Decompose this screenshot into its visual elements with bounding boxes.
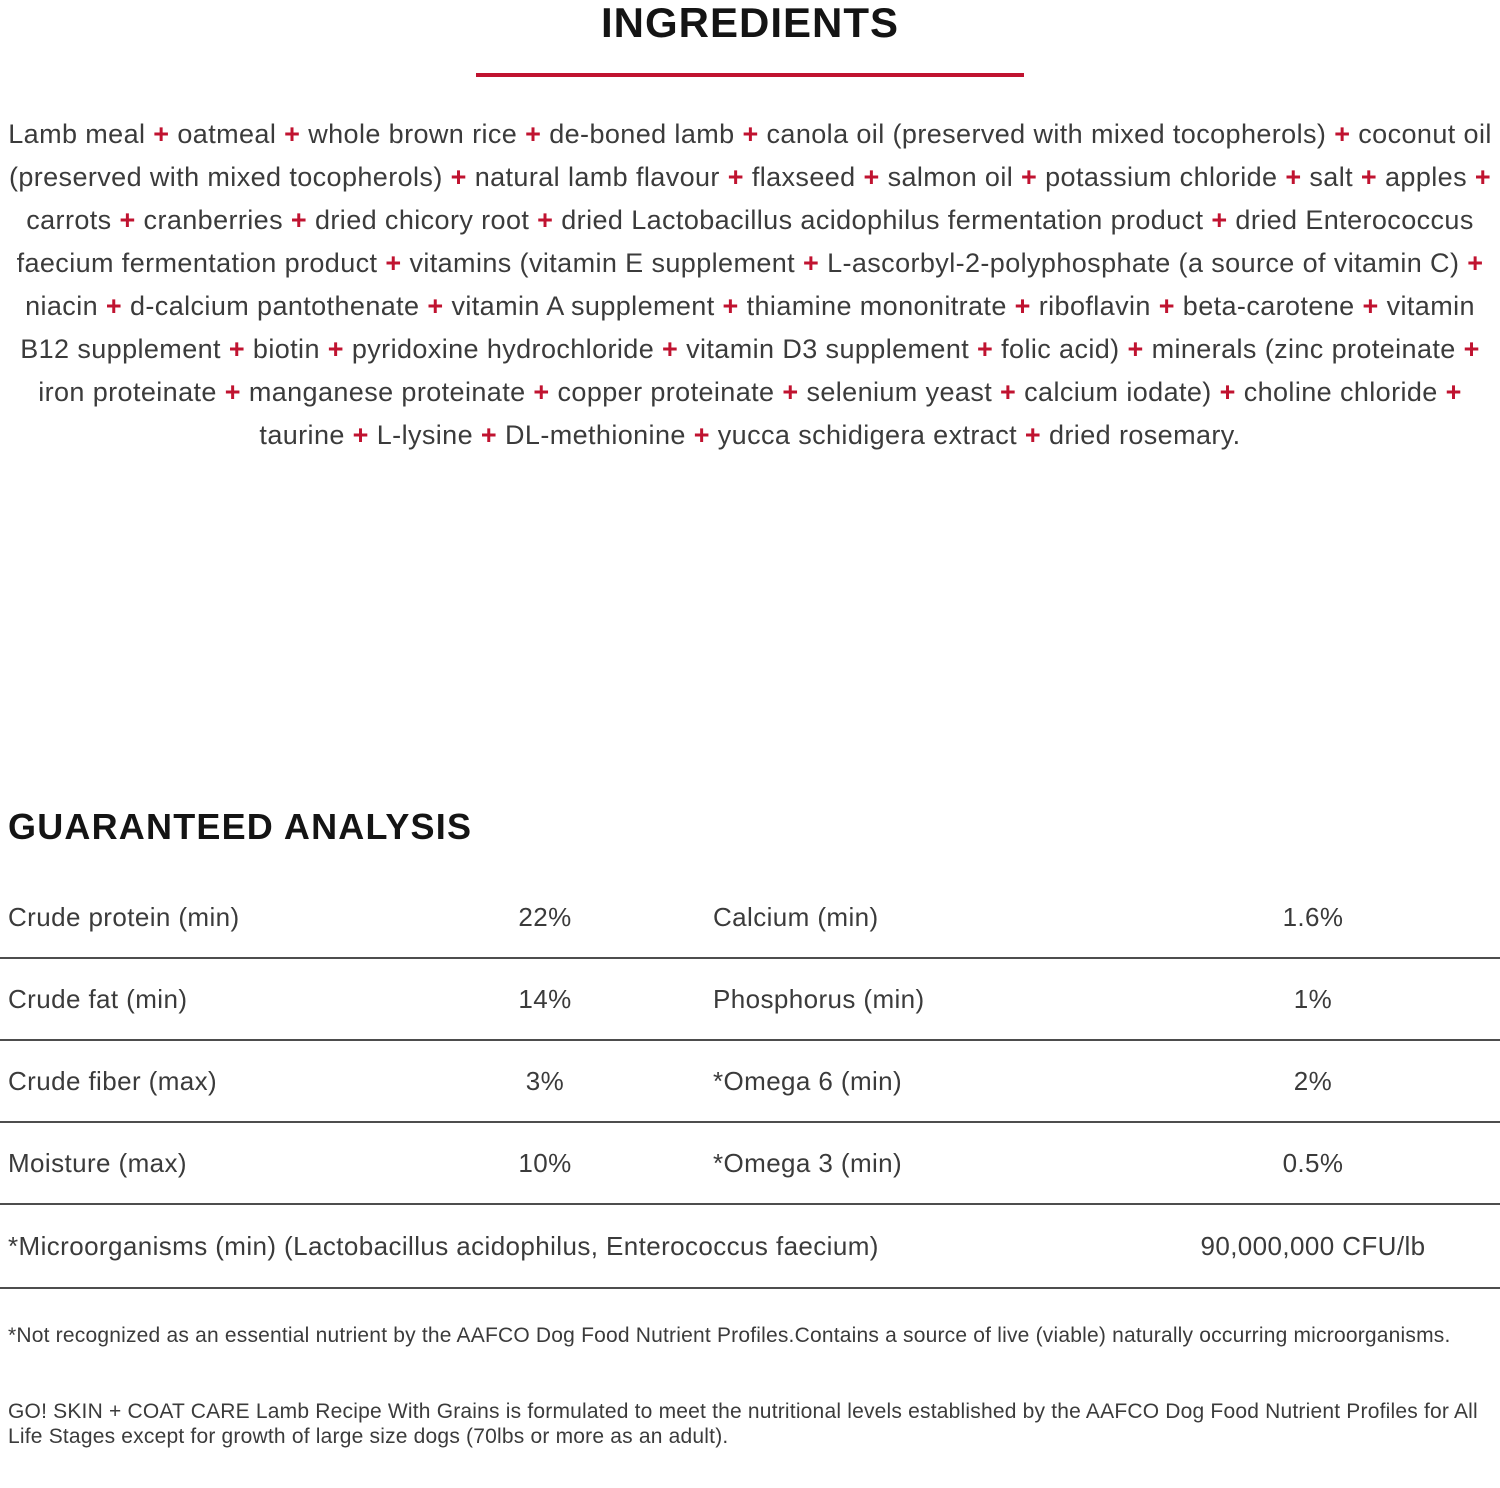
analysis-footnote: *Not recognized as an essential nutrient by the AAFCO Dog Food Nutrient Profiles.Contains a source of live (viable) naturally occurring microorganisms. [8, 1324, 1451, 1347]
ingredient-item: biotin [252, 334, 320, 364]
plus-separator: + [276, 119, 309, 149]
microorganisms-label: *Microorganisms (min) (Lactobacillus acidophilus, Enterococcus faecium) [8, 1230, 879, 1261]
plus-separator: + [1203, 205, 1236, 235]
ingredient-item: vitamin D3 supplement [686, 334, 970, 364]
ingredient-item: manganese proteinate [248, 377, 526, 407]
nutrient-label: Phosphorus (min) [713, 983, 925, 1014]
nutrient-value: 2% [1293, 1065, 1333, 1096]
ingredient-item: thiamine mononitrate [746, 291, 1007, 321]
plus-separator: + [220, 334, 253, 364]
ingredient-item: cranberries [143, 205, 283, 235]
ingredient-item: yucca schidigera extract [717, 420, 1018, 450]
ingredient-item: dried Lactobacillus acidophilus fermentation product [561, 205, 1204, 235]
ingredient-item: coconut oil (preserved with mixed tocopherols) [8, 119, 1492, 192]
ingredient-item: vitamin A supplement [451, 291, 715, 321]
plus-separator: + [344, 420, 377, 450]
plus-separator: + [283, 205, 315, 235]
plus-separator: + [419, 291, 452, 321]
microorganisms-value: 90,000,000 CFU/lb [1200, 1230, 1426, 1261]
ingredient-item: oatmeal [177, 119, 277, 149]
ingredients-title: INGREDIENTS [600, 0, 900, 46]
ingredient-item: natural lamb flavour [474, 162, 720, 192]
table-row [0, 959, 1500, 1041]
ingredient-item: salt [1309, 162, 1354, 192]
ingredient-item: DL-methionine [505, 420, 686, 450]
plus-separator: + [1017, 420, 1049, 450]
aafco-statement: GO! SKIN + COAT CARE Lamb Recipe With Grains is formulated to meet the nutritional levels established by the AAFCO Dog Food Nutrient Profiles for All Life Stages except for growth of large size dogs (70lbs or more as an adult). [8, 1400, 1478, 1448]
nutrient-label: Moisture (max) [8, 1147, 187, 1178]
ingredient-item: taurine [259, 420, 345, 450]
plus-separator: + [377, 248, 410, 278]
ingredients-list [0, 113, 1500, 457]
ingredient-item: carrots [26, 205, 112, 235]
nutrient-label: *Omega 3 (min) [713, 1147, 903, 1178]
ingredient-item: vitamin B12 supplement [20, 291, 1475, 364]
plus-separator: + [992, 377, 1025, 407]
guaranteed-analysis-section [0, 806, 1500, 1449]
ingredient-item: selenium yeast [806, 377, 993, 407]
plus-separator: + [525, 377, 558, 407]
ingredient-item: copper proteinate [557, 377, 775, 407]
plus-separator: + [1150, 291, 1183, 321]
plus-separator: + [145, 119, 178, 149]
ingredient-item: niacin [25, 291, 99, 321]
plus-separator: + [654, 334, 687, 364]
title-underline-rule [476, 73, 1024, 77]
nutrient-label: Crude fiber (max) [8, 1065, 218, 1096]
ingredient-item: iron proteinate [38, 377, 217, 407]
ingredient-item: de-boned lamb [549, 119, 735, 149]
ingredient-item: apples [1385, 162, 1467, 192]
nutrient-value: 10% [518, 1147, 572, 1178]
ingredient-item: potassium chloride [1045, 162, 1278, 192]
plus-separator: + [734, 119, 767, 149]
ingredient-item: vitamins (vitamin E supplement [409, 248, 796, 278]
table-row [0, 1041, 1500, 1123]
plus-separator: + [1326, 119, 1359, 149]
plus-separator: + [719, 162, 752, 192]
ingredient-item: canola oil (preserved with mixed tocopherols) [766, 119, 1327, 149]
plus-separator: + [969, 334, 1002, 364]
plus-separator: + [1459, 248, 1484, 278]
plus-separator: + [529, 205, 562, 235]
ingredient-item: dried Enterococcus faecium fermentation product [16, 205, 1474, 278]
ingredient-item: folic acid) [1001, 334, 1120, 364]
nutrient-label: Calcium (min) [713, 901, 879, 932]
plus-separator: + [216, 377, 249, 407]
ingredient-item: beta-carotene [1182, 291, 1355, 321]
plus-separator: + [1437, 377, 1462, 407]
plus-separator: + [774, 377, 807, 407]
plus-separator: + [685, 420, 718, 450]
plus-separator: + [855, 162, 888, 192]
plus-separator: + [517, 119, 550, 149]
ingredient-item: calcium iodate) [1024, 377, 1212, 407]
guaranteed-analysis-title: GUARANTEED ANALYSIS [8, 806, 473, 847]
nutrient-value: 1.6% [1282, 901, 1344, 932]
ingredient-item: choline chloride [1243, 377, 1438, 407]
nutrient-value: 0.5% [1282, 1147, 1344, 1178]
nutrient-label: Crude fat (min) [8, 983, 188, 1014]
plus-separator: + [473, 420, 505, 450]
ingredient-item: minerals (zinc proteinate [1151, 334, 1456, 364]
ingredients-section [0, 0, 1500, 457]
plus-separator: + [319, 334, 352, 364]
ingredient-item: riboflavin [1038, 291, 1151, 321]
guaranteed-analysis-table [0, 877, 1500, 1289]
plus-separator: + [1119, 334, 1152, 364]
plus-separator: + [1006, 291, 1039, 321]
ingredient-item: dried rosemary. [1049, 420, 1241, 450]
table-row [0, 877, 1500, 959]
plus-separator: + [442, 162, 475, 192]
nutrient-value: 3% [525, 1065, 565, 1096]
plus-separator: + [111, 205, 144, 235]
plus-separator: + [1211, 377, 1244, 407]
ingredient-item: pyridoxine hydrochloride [351, 334, 655, 364]
plus-separator: + [1354, 291, 1387, 321]
plus-separator: + [714, 291, 747, 321]
ingredient-item: Lamb meal [8, 119, 146, 149]
nutrient-label: *Omega 6 (min) [713, 1065, 903, 1096]
ingredient-item: salmon oil [887, 162, 1014, 192]
table-row-microorganisms [0, 1205, 1500, 1289]
ingredient-item: whole brown rice [308, 119, 518, 149]
plus-separator: + [1455, 334, 1480, 364]
nutrient-label: Crude protein (min) [8, 901, 240, 932]
plus-separator: + [1353, 162, 1386, 192]
plus-separator: + [1277, 162, 1310, 192]
table-row [0, 1123, 1500, 1205]
plus-separator: + [1013, 162, 1046, 192]
ingredient-item: L-lysine [376, 420, 474, 450]
nutrient-value: 22% [518, 901, 572, 932]
nutrient-value: 14% [518, 983, 572, 1014]
ingredient-item: L-ascorbyl-2-polyphosphate (a source of vitamin C) [827, 248, 1460, 278]
ingredient-item: dried chicory root [314, 205, 530, 235]
plus-separator: + [795, 248, 828, 278]
plus-separator: + [98, 291, 130, 321]
ingredient-item: d-calcium pantothenate [130, 291, 420, 321]
nutrient-value: 1% [1293, 983, 1333, 1014]
ingredient-item: flaxseed [751, 162, 856, 192]
plus-separator: + [1466, 162, 1492, 192]
